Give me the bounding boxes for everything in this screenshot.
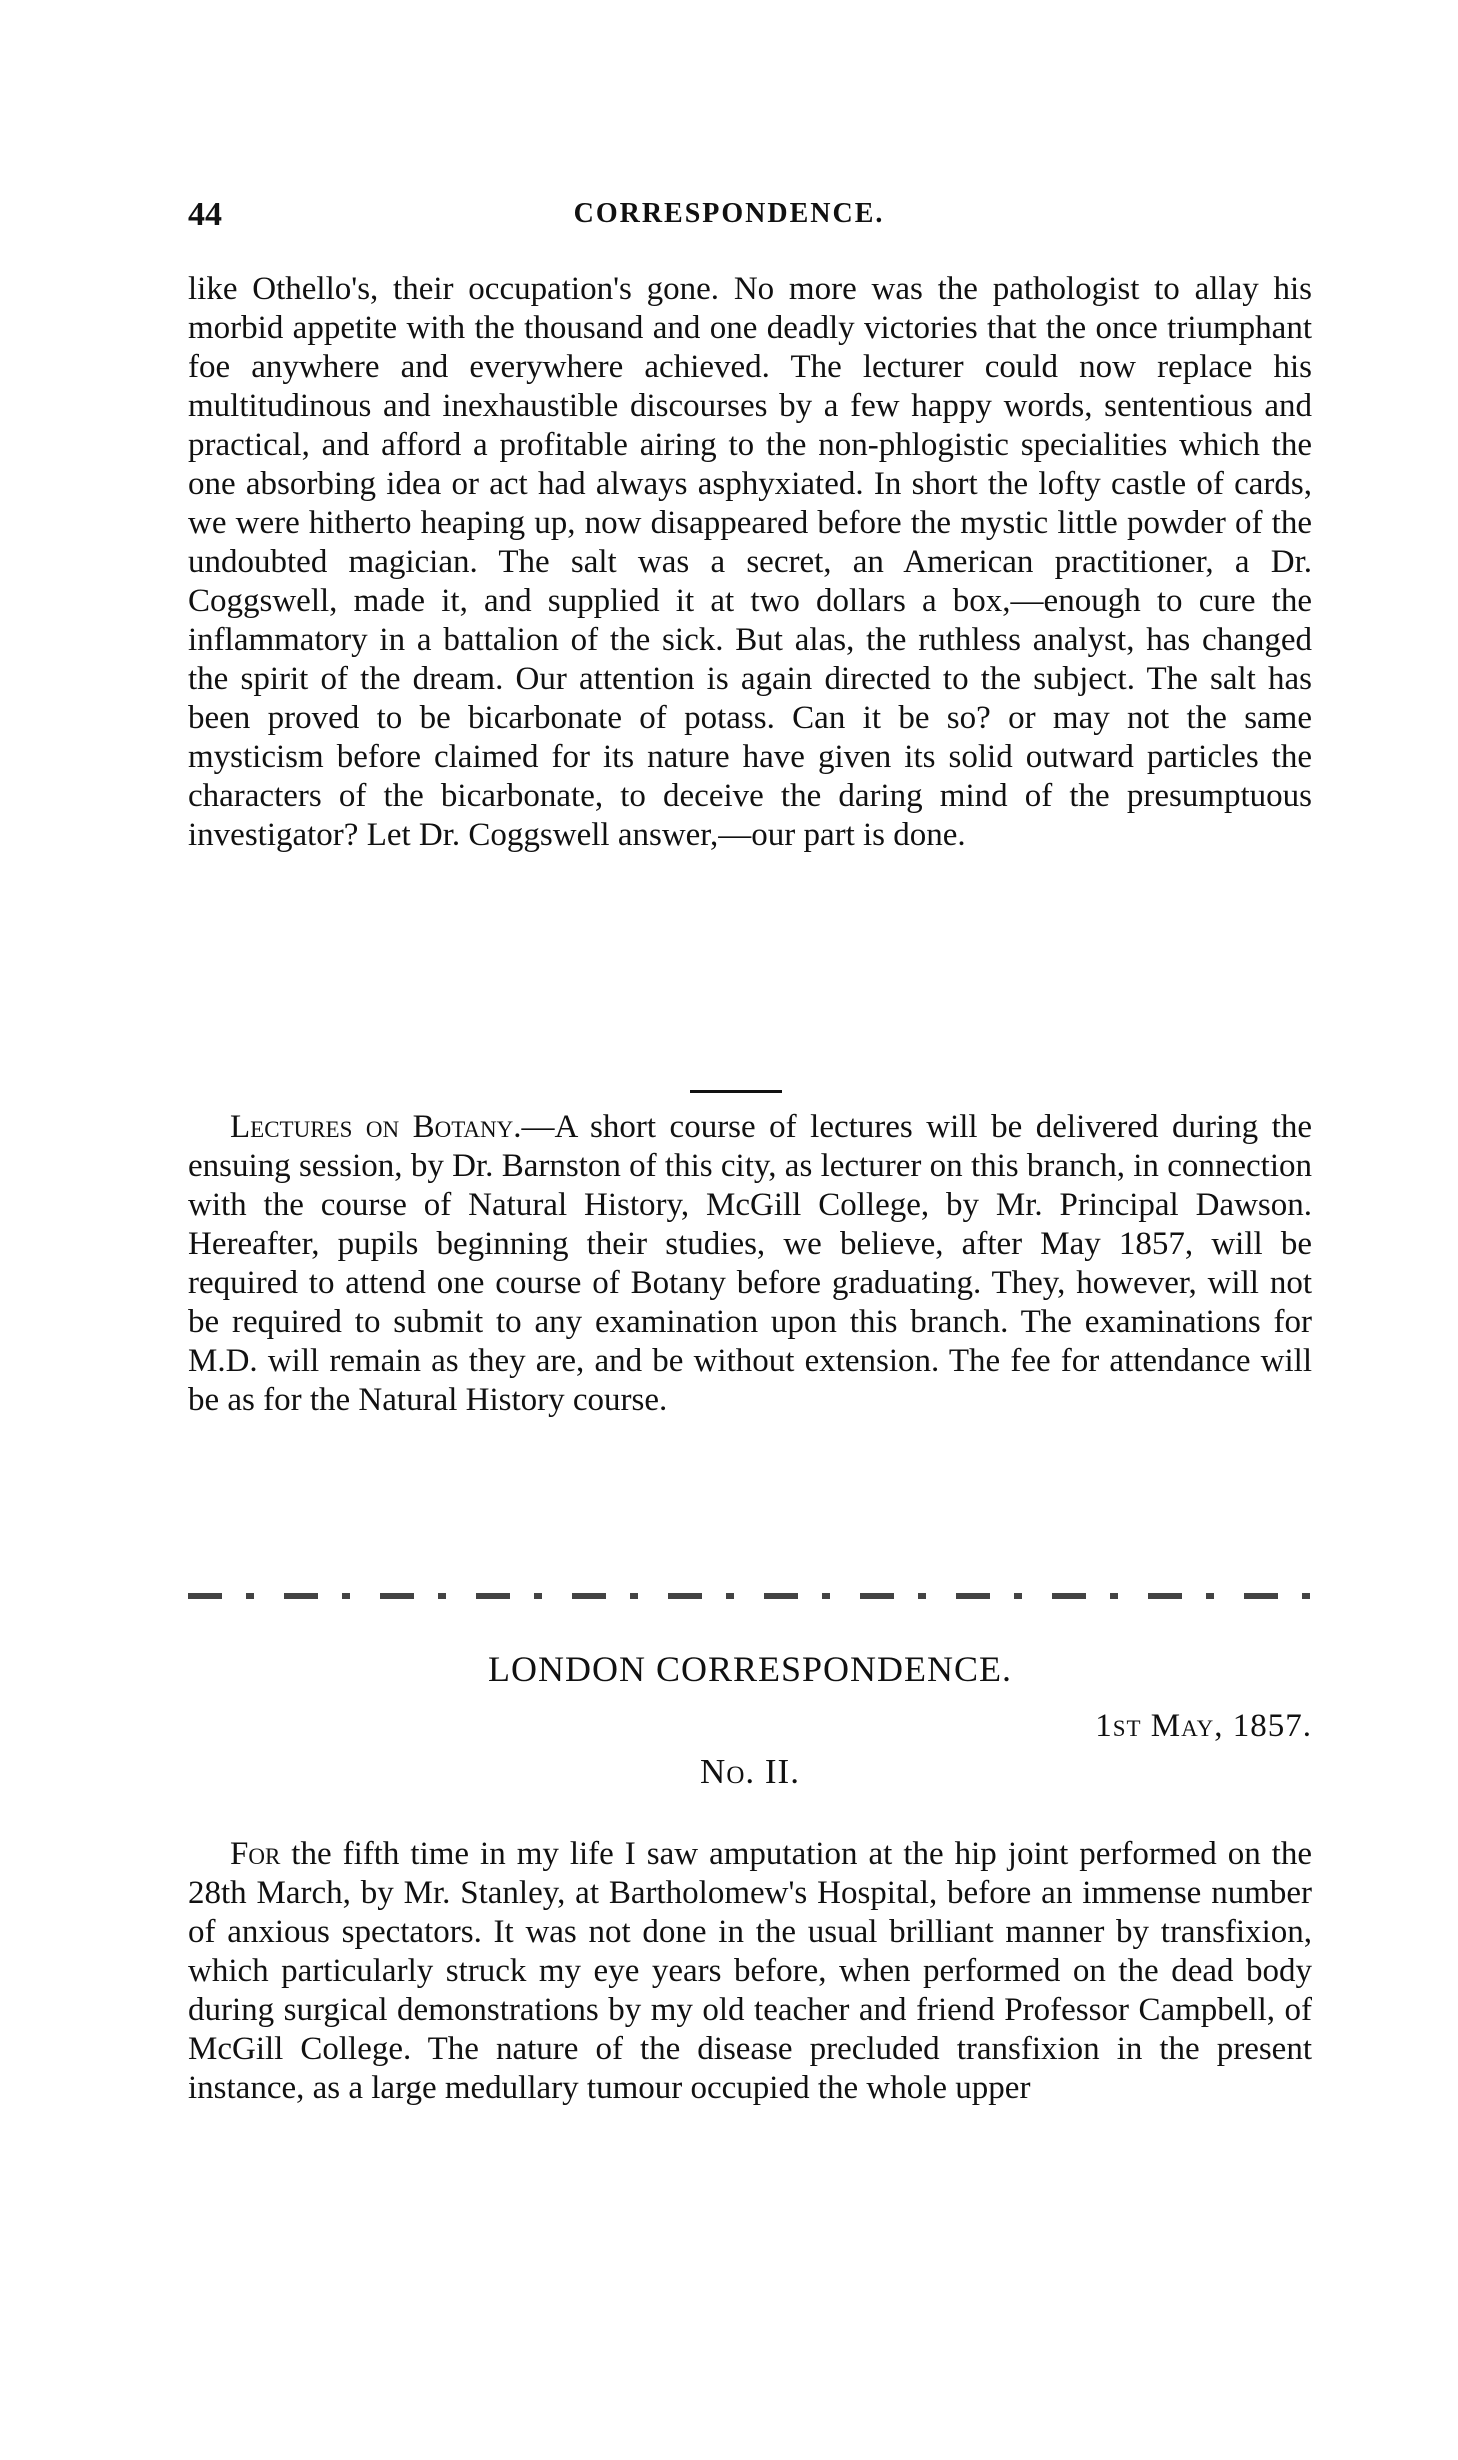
letter-number: No. II.	[700, 1752, 800, 1791]
section-divider-short	[690, 1090, 782, 1093]
botany-lead-in: Lectures on Botany.	[230, 1109, 522, 1145]
paragraph-coggswell-salt: like Othello's, their occupation's gone. No more was the pathologist to allay his morbid appetite with the thousand and one deadly victories that the once triumphant foe anywhere and everywhere achieved. The lecturer could now replace his multitudinous and inexhaustible discourses by a few happy words, sententious and practical, and afford a profitable airing to the non-phlogistic specialities which the one absorbing idea or act had always asphyxiated. In short the lofty castle of cards, we were hitherto heaping up, now disappeared before the mystic little powder of the undoubted magician. The salt was a secret, an American practitioner, a Dr. Coggswell, made it, and supplied it at two dollars a box,—enough to cure the inflammatory in a battalion of the sick. But alas, the ruthless analyst, has changed the spirit of the dream. Our attention is again directed to the subject. The salt has been proved to be bicarbonate of potass. Can it be so? or may not the same mysticism before claimed for its nature have given its solid outward particles the characters of the bicarbonate, to deceive the daring mind of the presumptuous investigator? Let Dr. Coggswell answer,—our part is done.	[188, 271, 1312, 853]
paragraph-lectures-on-botany	[188, 1108, 1312, 1420]
page-number: 44	[188, 196, 222, 233]
running-head	[188, 196, 1330, 240]
paragraph-hip-amputation	[188, 1835, 1312, 2108]
botany-body: —A short course of lectures will be delivered during the ensuing session, by Dr. Barnston of this city, as lecturer on this branch, in connection with the course of Natural History, McGill College, by Mr. Principal Dawson. Hereafter, pupils beginning their studies, we believe, after May 1857, will be required to attend one course of Botany before graduating. They, however, will not be required to submit to any examination upon this branch. The examinations for M.D. will remain as they are, and be without extension. The fee for attendance will be as for the Natural History course.	[188, 1109, 1312, 1418]
letter-date: 1st May, 1857.	[1095, 1708, 1312, 1744]
amputation-lead-in: For	[230, 1836, 281, 1872]
amputation-body: the fifth time in my life I saw amputation at the hip joint performed on the 28th March, by Mr. Stanley, at Bartholomew's Hospital, before an immense number of anxious spectators. It was not done in the usual brilliant manner by transfixion, which particularly struck my eye years before, when performed on the dead body during surgical demonstrations by my old teacher and friend Professor Campbell, of McGill College. The nature of the disease precluded transfixion in the present instance, as a large medullary tumour occupied the whole upper	[188, 1836, 1312, 2106]
section-divider-broken	[188, 1593, 1312, 1599]
running-title: CORRESPONDENCE.	[573, 198, 885, 229]
london-correspondence-heading: LONDON CORRESPONDENCE.	[487, 1649, 1013, 1689]
